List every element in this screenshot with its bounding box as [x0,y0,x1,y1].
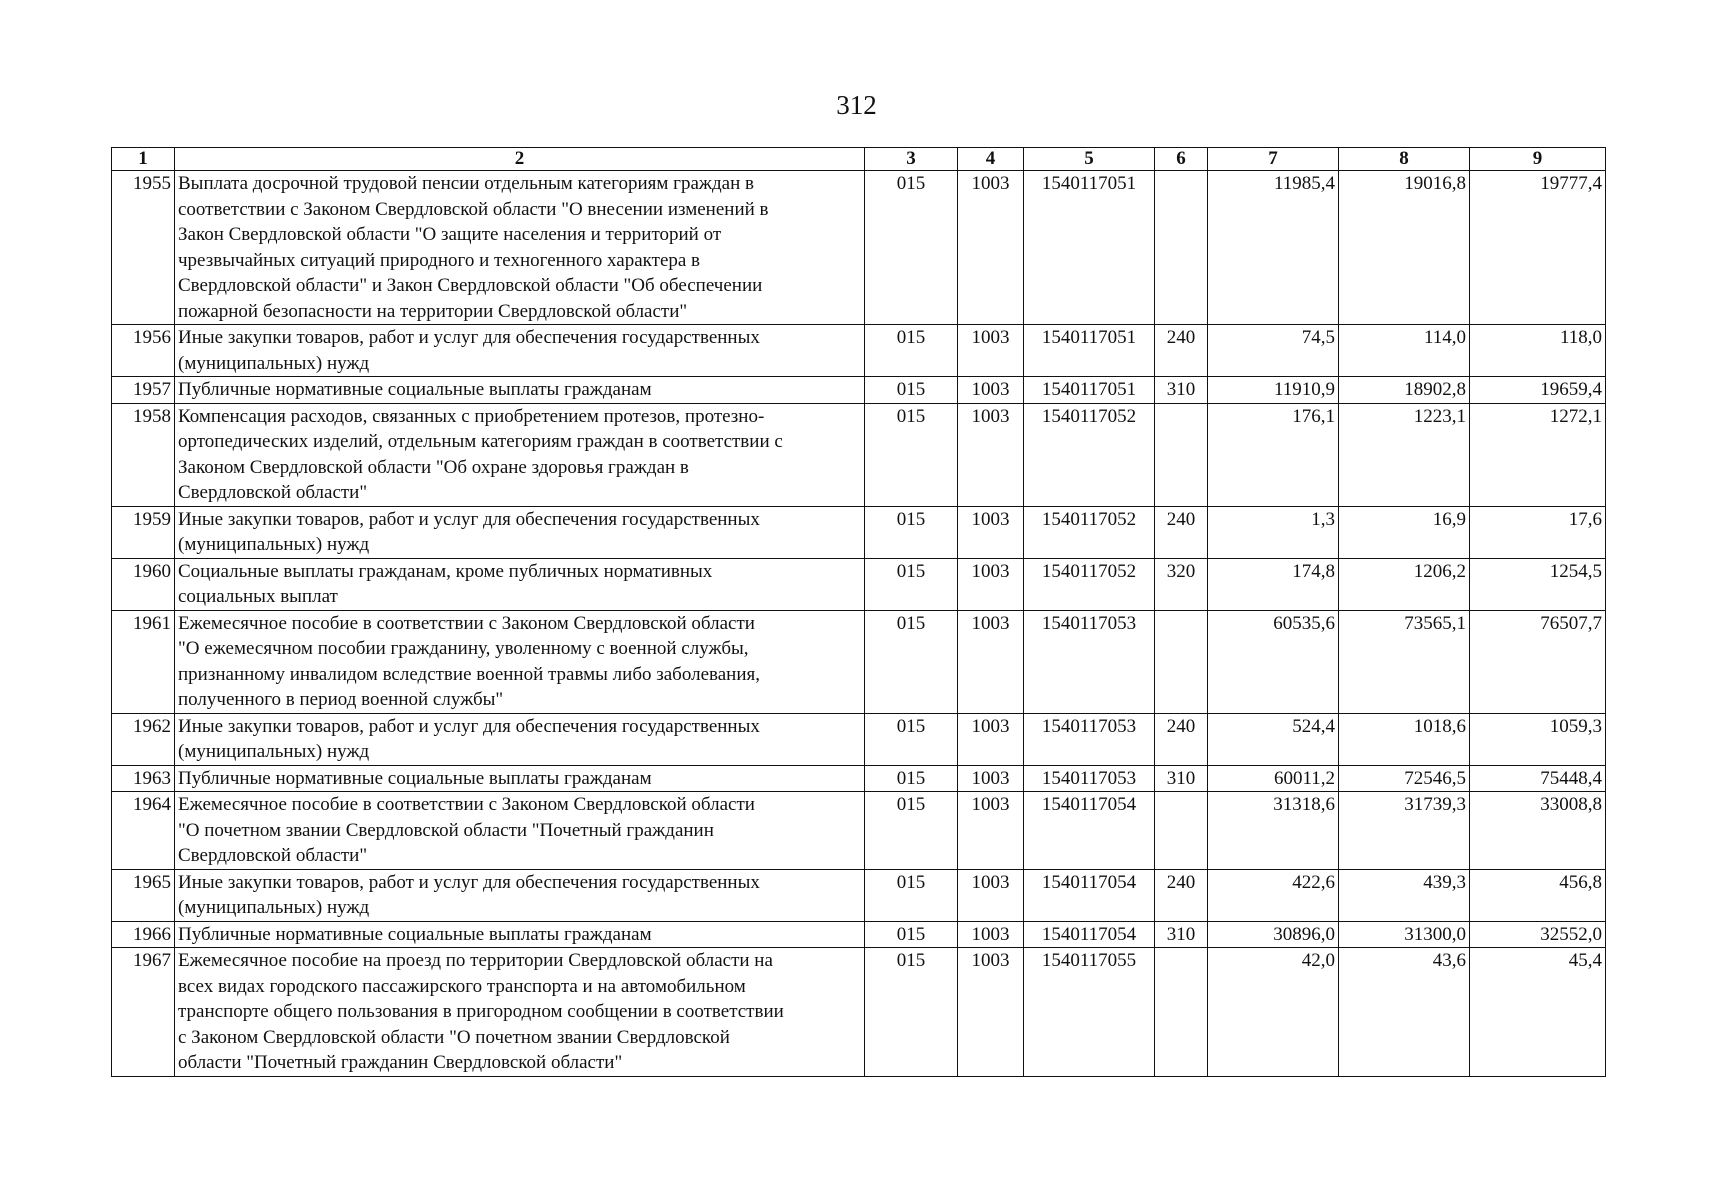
amount-col-9: 75448,4 [1470,765,1606,792]
column-header: 9 [1470,148,1606,171]
amount-col-7: 30896,0 [1208,921,1339,948]
amount-col-7: 60535,6 [1208,610,1339,713]
section-code: 1003 [958,792,1024,870]
ministry-code: 015 [865,377,958,404]
table-row [112,171,1606,325]
header-row [112,148,1606,171]
ministry-code: 015 [865,713,958,765]
description-line: Иные закупки товаров, работ и услуг для обеспечения государственных [178,327,760,348]
row-description [175,792,865,870]
amount-col-7: 74,5 [1208,325,1339,377]
amount-col-7: 31318,6 [1208,792,1339,870]
amount-col-7: 42,0 [1208,948,1339,1077]
amount-col-9: 32552,0 [1470,921,1606,948]
ministry-code: 015 [865,921,958,948]
row-description [175,869,865,921]
description-line: Ежемесячное пособие на проезд по территории Свердловской области на [178,950,773,971]
column-header: 8 [1339,148,1470,171]
column-header: 3 [865,148,958,171]
description-line: Публичные нормативные социальные выплаты гражданам [178,767,652,789]
expense-type-code: 240 [1155,869,1208,921]
table-row [112,713,1606,765]
section-code: 1003 [958,558,1024,610]
table-row [112,558,1606,610]
amount-col-8: 73565,1 [1339,610,1470,713]
section-code: 1003 [958,506,1024,558]
target-article-code: 1540117055 [1024,948,1155,1077]
section-code: 1003 [958,948,1024,1077]
amount-col-9: 1272,1 [1470,403,1606,506]
row-description [175,713,865,765]
description-line: Выплата досрочной трудовой пенсии отдельным категориям граждан в [178,173,754,194]
column-header: 4 [958,148,1024,171]
expense-type-code [1155,403,1208,506]
row-description [175,171,865,325]
amount-col-8: 439,3 [1339,869,1470,921]
expense-type-code [1155,948,1208,1077]
amount-col-7: 174,8 [1208,558,1339,610]
expense-type-code [1155,610,1208,713]
table-row [112,377,1606,404]
amount-col-7: 176,1 [1208,403,1339,506]
row-description [175,921,865,948]
row-number: 1966 [112,921,175,948]
section-code: 1003 [958,869,1024,921]
section-code: 1003 [958,921,1024,948]
column-header: 5 [1024,148,1155,171]
target-article-code: 1540117053 [1024,765,1155,792]
amount-col-7: 1,3 [1208,506,1339,558]
description-line: соответствии с Законом Свердловской области "О внесении изменений в [178,198,769,220]
amount-col-9: 45,4 [1470,948,1606,1077]
amount-col-9: 1059,3 [1470,713,1606,765]
section-code: 1003 [958,325,1024,377]
description-line: ортопедических изделий, отдельным категориям граждан в соответствии с [178,431,783,452]
description-line: пожарной безопасности на территории Свердловской области" [178,300,688,322]
target-article-code: 1540117051 [1024,171,1155,325]
section-code: 1003 [958,713,1024,765]
amount-col-7: 422,6 [1208,869,1339,921]
ministry-code: 015 [865,171,958,325]
section-code: 1003 [958,377,1024,404]
target-article-code: 1540117052 [1024,558,1155,610]
description-line: Публичные нормативные социальные выплаты гражданам [178,923,652,945]
amount-col-8: 43,6 [1339,948,1470,1077]
ministry-code: 015 [865,506,958,558]
target-article-code: 1540117053 [1024,610,1155,713]
table-row [112,506,1606,558]
description-line: Закон Свердловской области "О защите населения и территорий от [178,224,722,245]
row-description [175,558,865,610]
description-line: (муниципальных) нужд [178,897,370,918]
description-line: Законом Свердловской области "Об охране здоровья граждан в [178,456,689,478]
ministry-code: 015 [865,325,958,377]
description-line: Свердловской области" и Закон Свердловской области "Об обеспечении [178,275,763,296]
ministry-code: 015 [865,558,958,610]
expense-type-code: 240 [1155,713,1208,765]
amount-col-8: 1018,6 [1339,713,1470,765]
row-number: 1959 [112,506,175,558]
column-header: 7 [1208,148,1339,171]
target-article-code: 1540117053 [1024,713,1155,765]
section-code: 1003 [958,403,1024,506]
amount-col-8: 16,9 [1339,506,1470,558]
description-line: области "Почетный гражданин Свердловской области" [178,1052,623,1073]
target-article-code: 1540117052 [1024,403,1155,506]
amount-col-8: 72546,5 [1339,765,1470,792]
ministry-code: 015 [865,792,958,870]
amount-col-9: 456,8 [1470,869,1606,921]
description-line: Иные закупки товаров, работ и услуг для обеспечения государственных [178,871,760,893]
amount-col-8: 19016,8 [1339,171,1470,325]
amount-col-7: 11985,4 [1208,171,1339,325]
row-description [175,948,865,1077]
amount-col-8: 31739,3 [1339,792,1470,870]
budget-table [111,147,1606,1077]
description-line: Иные закупки товаров, работ и услуг для обеспечения государственных [178,508,760,530]
amount-col-9: 19659,4 [1470,377,1606,404]
row-description [175,610,865,713]
expense-type-code: 320 [1155,558,1208,610]
ministry-code: 015 [865,610,958,713]
target-article-code: 1540117054 [1024,921,1155,948]
table-row [112,869,1606,921]
row-description [175,325,865,377]
amount-col-8: 1206,2 [1339,558,1470,610]
description-line: Ежемесячное пособие в соответствии с Законом Свердловской области [178,612,755,634]
description-line: транспорте общего пользования в пригородном сообщении в соответствии [178,1001,784,1022]
section-code: 1003 [958,171,1024,325]
table-row [112,610,1606,713]
description-line: чрезвычайных ситуаций природного и техногенного характера в [178,249,701,271]
target-article-code: 1540117051 [1024,325,1155,377]
ministry-code: 015 [865,765,958,792]
ministry-code: 015 [865,869,958,921]
description-line: Свердловской области" [178,845,368,866]
target-article-code: 1540117054 [1024,869,1155,921]
column-header: 1 [112,148,175,171]
row-number: 1964 [112,792,175,870]
amount-col-9: 33008,8 [1470,792,1606,870]
description-line: Социальные выплаты гражданам, кроме публичных нормативных [178,560,713,582]
table-row [112,325,1606,377]
table-body [112,171,1606,1077]
description-line: (муниципальных) нужд [178,352,370,374]
description-line: "О ежемесячном пособии гражданину, уволенному с военной службы, [178,638,749,659]
expense-type-code: 310 [1155,377,1208,404]
section-code: 1003 [958,765,1024,792]
row-number: 1967 [112,948,175,1077]
table-row [112,765,1606,792]
target-article-code: 1540117052 [1024,506,1155,558]
table-row [112,792,1606,870]
expense-type-code [1155,792,1208,870]
description-line: всех видах городского пассажирского транспорта и на автомобильном [178,975,746,997]
row-number: 1957 [112,377,175,404]
row-description [175,377,865,404]
amount-col-8: 31300,0 [1339,921,1470,948]
description-line: социальных выплат [178,586,338,607]
row-number: 1962 [112,713,175,765]
description-line: Публичные нормативные социальные выплаты гражданам [178,379,652,400]
row-description [175,506,865,558]
description-line: (муниципальных) нужд [178,741,370,762]
row-number: 1958 [112,403,175,506]
expense-type-code: 310 [1155,921,1208,948]
amount-col-9: 76507,7 [1470,610,1606,713]
amount-col-8: 1223,1 [1339,403,1470,506]
row-number: 1955 [112,171,175,325]
ministry-code: 015 [865,948,958,1077]
target-article-code: 1540117054 [1024,792,1155,870]
description-line: с Законом Свердловской области "О почетном звании Свердловской [178,1026,730,1048]
description-line: Иные закупки товаров, работ и услуг для обеспечения государственных [178,715,760,737]
section-code: 1003 [958,610,1024,713]
target-article-code: 1540117051 [1024,377,1155,404]
row-description [175,403,865,506]
description-line: "О почетном звании Свердловской области "Почетный гражданин [178,819,714,841]
row-number: 1961 [112,610,175,713]
table-row [112,921,1606,948]
amount-col-7: 11910,9 [1208,377,1339,404]
description-line: Ежемесячное пособие в соответствии с Законом Свердловской области [178,794,755,815]
amount-col-7: 60011,2 [1208,765,1339,792]
page-number: 312 [836,90,877,120]
expense-type-code: 240 [1155,506,1208,558]
expense-type-code: 240 [1155,325,1208,377]
amount-col-9: 1254,5 [1470,558,1606,610]
row-number: 1963 [112,765,175,792]
row-number: 1960 [112,558,175,610]
expense-type-code: 310 [1155,765,1208,792]
column-header: 6 [1155,148,1208,171]
description-line: (муниципальных) нужд [178,534,370,555]
description-line: Компенсация расходов, связанных с приобретением протезов, протезно- [178,405,765,427]
row-number: 1965 [112,869,175,921]
table-row [112,948,1606,1077]
amount-col-9: 118,0 [1470,325,1606,377]
table-row [112,403,1606,506]
description-line: полученного в период военной службы" [178,689,504,710]
amount-col-8: 114,0 [1339,325,1470,377]
amount-col-9: 19777,4 [1470,171,1606,325]
amount-col-8: 18902,8 [1339,377,1470,404]
row-number: 1956 [112,325,175,377]
row-description [175,765,865,792]
description-line: Свердловской области" [178,482,368,503]
ministry-code: 015 [865,403,958,506]
expense-type-code [1155,171,1208,325]
amount-col-9: 17,6 [1470,506,1606,558]
description-line: признанному инвалидом вследствие военной травмы либо заболевания, [178,663,760,685]
column-header: 2 [175,148,865,171]
amount-col-7: 524,4 [1208,713,1339,765]
